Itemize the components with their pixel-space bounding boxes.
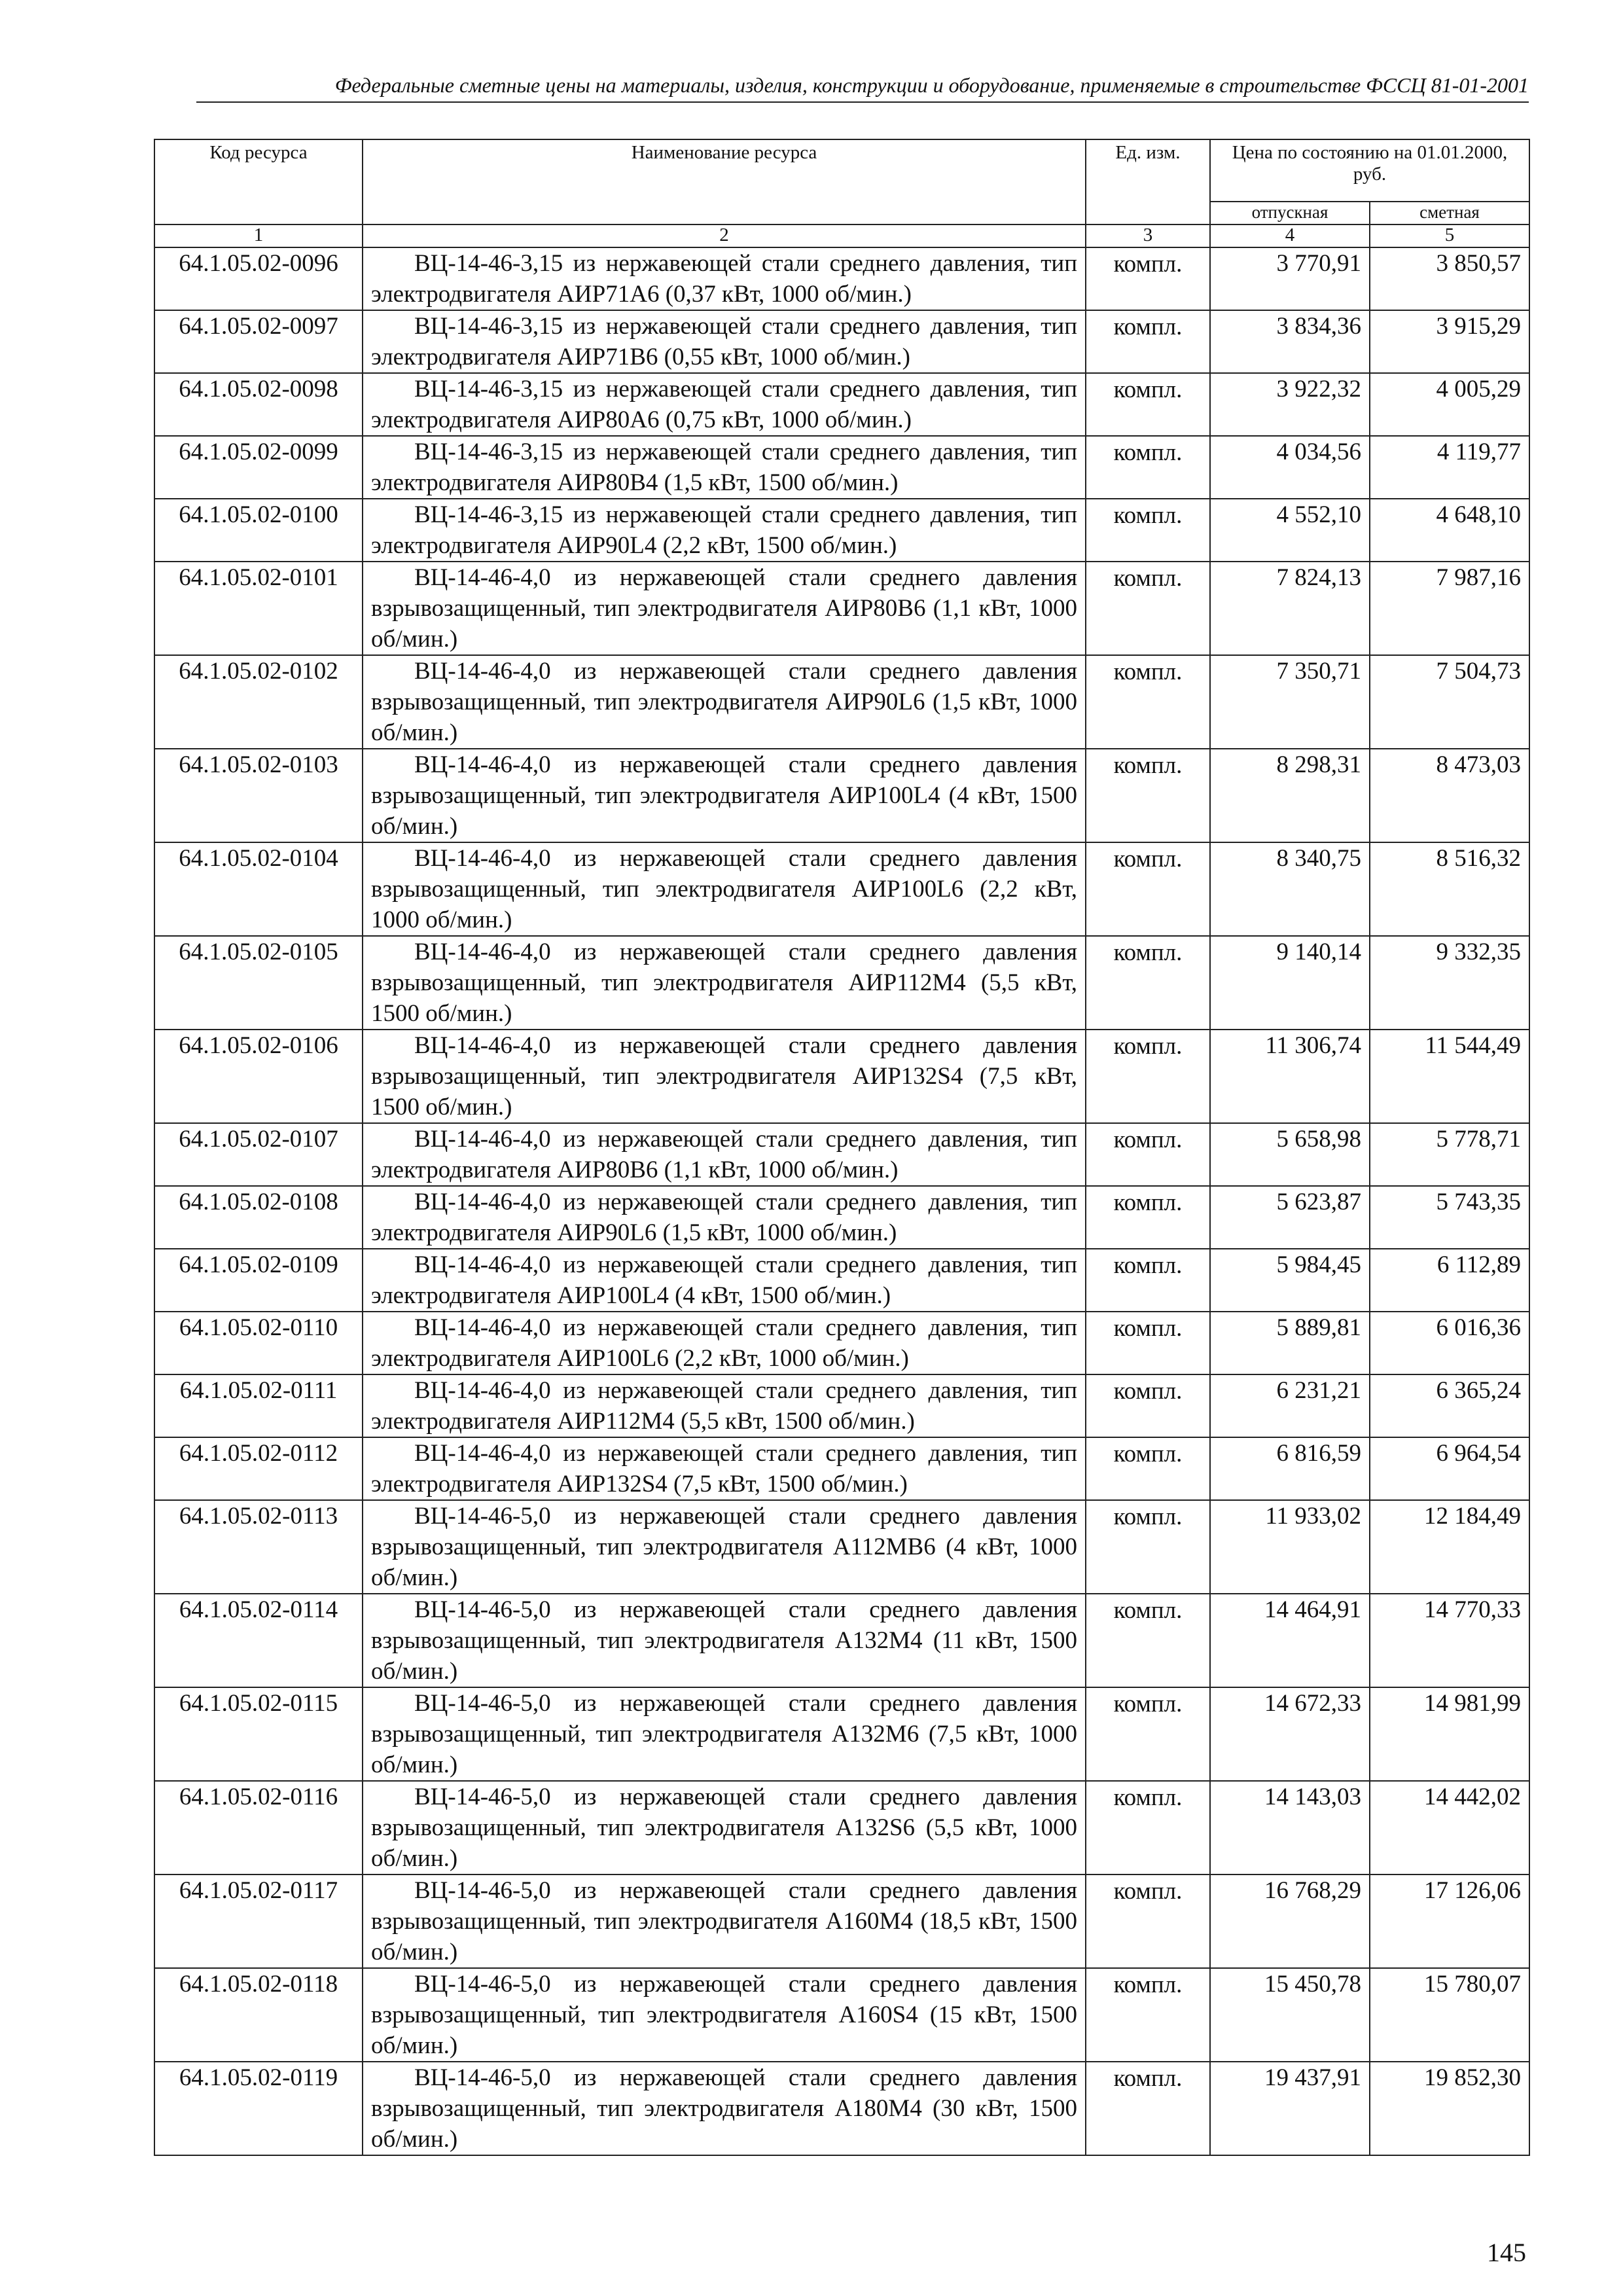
estimate-price: 9 332,35 [1370, 936, 1529, 1030]
estimate-price: 14 981,99 [1370, 1687, 1529, 1781]
estimate-price: 5 778,71 [1370, 1123, 1529, 1186]
table-row [154, 936, 1529, 1030]
table-row [154, 1312, 1529, 1374]
table-row [154, 842, 1529, 936]
table-row [154, 2062, 1529, 2155]
running-header: Федеральные сметные цены на материалы, изделия, конструкции и оборудование, применяемые в строительстве ФССЦ 81-01-2001 [196, 73, 1529, 103]
resource-code: 64.1.05.02-0118 [154, 1968, 363, 2062]
estimate-price: 14 770,33 [1370, 1594, 1529, 1687]
resource-name: ВЦ-14-46-4,0 из нержавеющей стали среднего давления, тип электродвигателя АИР132S4 (7,5 кВт, 1500 об/мин.) [363, 1437, 1086, 1500]
release-price: 6 231,21 [1210, 1374, 1370, 1437]
unit-of-measure: компл. [1086, 1374, 1210, 1437]
resource-code: 64.1.05.02-0107 [154, 1123, 363, 1186]
estimate-price: 6 964,54 [1370, 1437, 1529, 1500]
table-row [154, 1374, 1529, 1437]
unit-of-measure: компл. [1086, 2062, 1210, 2155]
resource-name: ВЦ-14-46-4,0 из нержавеющей стали среднего давления, тип электродвигателя АИР100L4 (4 кВт, 1500 об/мин.) [363, 1249, 1086, 1312]
unit-of-measure: компл. [1086, 247, 1210, 310]
unit-of-measure: компл. [1086, 1312, 1210, 1374]
estimate-price: 4 005,29 [1370, 373, 1529, 436]
release-price: 11 933,02 [1210, 1500, 1370, 1594]
release-price: 14 143,03 [1210, 1781, 1370, 1874]
release-price: 4 552,10 [1210, 499, 1370, 562]
table-row [154, 749, 1529, 842]
release-price: 6 816,59 [1210, 1437, 1370, 1500]
resource-code: 64.1.05.02-0108 [154, 1186, 363, 1249]
estimate-price: 8 516,32 [1370, 842, 1529, 936]
estimate-price: 5 743,35 [1370, 1186, 1529, 1249]
resource-code: 64.1.05.02-0102 [154, 655, 363, 749]
unit-of-measure: компл. [1086, 936, 1210, 1030]
unit-of-measure: компл. [1086, 842, 1210, 936]
resource-name: ВЦ-14-46-3,15 из нержавеющей стали среднего давления, тип электродвигателя АИР80В4 (1,5 кВт, 1500 об/мин.) [363, 436, 1086, 499]
resource-name: ВЦ-14-46-4,0 из нержавеющей стали среднего давления взрывозащищенный, тип электродвигателя АИР132S4 (7,5 кВт, 1500 об/мин.) [363, 1030, 1086, 1123]
unit-of-measure: компл. [1086, 1781, 1210, 1874]
column-number: 5 [1370, 224, 1529, 247]
resource-name: ВЦ-14-46-5,0 из нержавеющей стали среднего давления взрывозащищенный, тип электродвигателя А180М4 (30 кВт, 1500 об/мин.) [363, 2062, 1086, 2155]
unit-of-measure: компл. [1086, 1186, 1210, 1249]
table-row [154, 1249, 1529, 1312]
release-price: 3 770,91 [1210, 247, 1370, 310]
estimate-price: 6 365,24 [1370, 1374, 1529, 1437]
resource-name: ВЦ-14-46-5,0 из нержавеющей стали среднего давления взрывозащищенный, тип электродвигателя А160М4 (18,5 кВт, 1500 об/мин.) [363, 1874, 1086, 1968]
resource-code: 64.1.05.02-0100 [154, 499, 363, 562]
resource-code: 64.1.05.02-0114 [154, 1594, 363, 1687]
release-price: 7 824,13 [1210, 562, 1370, 655]
unit-of-measure: компл. [1086, 655, 1210, 749]
unit-of-measure: компл. [1086, 436, 1210, 499]
resource-code: 64.1.05.02-0101 [154, 562, 363, 655]
table-row [154, 1781, 1529, 1874]
resource-code: 64.1.05.02-0117 [154, 1874, 363, 1968]
resource-code: 64.1.05.02-0105 [154, 936, 363, 1030]
header-code: Код ресурса [154, 139, 363, 224]
resource-code: 64.1.05.02-0111 [154, 1374, 363, 1437]
estimate-price: 3 915,29 [1370, 310, 1529, 373]
release-price: 19 437,91 [1210, 2062, 1370, 2155]
release-price: 3 922,32 [1210, 373, 1370, 436]
resource-code: 64.1.05.02-0115 [154, 1687, 363, 1781]
table-row [154, 1687, 1529, 1781]
estimate-price: 19 852,30 [1370, 2062, 1529, 2155]
header-estimate-price: сметная [1370, 202, 1529, 224]
table-row [154, 436, 1529, 499]
unit-of-measure: компл. [1086, 1030, 1210, 1123]
release-price: 9 140,14 [1210, 936, 1370, 1030]
table-row [154, 1437, 1529, 1500]
unit-of-measure: компл. [1086, 1123, 1210, 1186]
column-number: 2 [363, 224, 1086, 247]
release-price: 4 034,56 [1210, 436, 1370, 499]
table-row [154, 562, 1529, 655]
unit-of-measure: компл. [1086, 1874, 1210, 1968]
estimate-price: 11 544,49 [1370, 1030, 1529, 1123]
unit-of-measure: компл. [1086, 373, 1210, 436]
resource-code: 64.1.05.02-0104 [154, 842, 363, 936]
resource-code: 64.1.05.02-0106 [154, 1030, 363, 1123]
estimate-price: 8 473,03 [1370, 749, 1529, 842]
table-row [154, 1030, 1529, 1123]
resource-name: ВЦ-14-46-4,0 из нержавеющей стали среднего давления, тип электродвигателя АИР80В6 (1,1 кВт, 1000 об/мин.) [363, 1123, 1086, 1186]
resource-name: ВЦ-14-46-3,15 из нержавеющей стали среднего давления, тип электродвигателя АИР90L4 (2,2 кВт, 1500 об/мин.) [363, 499, 1086, 562]
release-price: 7 350,71 [1210, 655, 1370, 749]
resource-name: ВЦ-14-46-4,0 из нержавеющей стали среднего давления взрывозащищенный, тип электродвигателя АИР80В6 (1,1 кВт, 1000 об/мин.) [363, 562, 1086, 655]
resource-code: 64.1.05.02-0113 [154, 1500, 363, 1594]
resource-code: 64.1.05.02-0110 [154, 1312, 363, 1374]
resource-name: ВЦ-14-46-5,0 из нержавеющей стали среднего давления взрывозащищенный, тип электродвигателя А112МВ6 (4 кВт, 1000 об/мин.) [363, 1500, 1086, 1594]
resource-code: 64.1.05.02-0103 [154, 749, 363, 842]
release-price: 3 834,36 [1210, 310, 1370, 373]
estimate-price: 15 780,07 [1370, 1968, 1529, 2062]
column-number-row [154, 224, 1529, 247]
resource-code: 64.1.05.02-0109 [154, 1249, 363, 1312]
header-release-price: отпускная [1210, 202, 1370, 224]
release-price: 11 306,74 [1210, 1030, 1370, 1123]
estimate-price: 6 016,36 [1370, 1312, 1529, 1374]
header-price: Цена по состоянию на 01.01.2000, руб. [1210, 139, 1529, 202]
resource-name: ВЦ-14-46-4,0 из нержавеющей стали среднего давления, тип электродвигателя АИР90L6 (1,5 кВт, 1000 об/мин.) [363, 1186, 1086, 1249]
table-row [154, 1968, 1529, 2062]
resource-name: ВЦ-14-46-3,15 из нержавеющей стали среднего давления, тип электродвигателя АИР80А6 (0,75 кВт, 1000 об/мин.) [363, 373, 1086, 436]
table-row [154, 310, 1529, 373]
resource-code: 64.1.05.02-0096 [154, 247, 363, 310]
estimate-price: 17 126,06 [1370, 1874, 1529, 1968]
page-number: 145 [1487, 2238, 1526, 2267]
header-unit: Ед. изм. [1086, 139, 1210, 224]
resource-code: 64.1.05.02-0112 [154, 1437, 363, 1500]
estimate-price: 7 987,16 [1370, 562, 1529, 655]
resource-code: 64.1.05.02-0099 [154, 436, 363, 499]
resource-name: ВЦ-14-46-5,0 из нержавеющей стали среднего давления взрывозащищенный, тип электродвигателя А132М6 (7,5 кВт, 1000 об/мин.) [363, 1687, 1086, 1781]
header-name: Наименование ресурса [363, 139, 1086, 224]
release-price: 5 658,98 [1210, 1123, 1370, 1186]
table-row [154, 1594, 1529, 1687]
table-row [154, 1500, 1529, 1594]
estimate-price: 4 648,10 [1370, 499, 1529, 562]
column-number: 1 [154, 224, 363, 247]
unit-of-measure: компл. [1086, 499, 1210, 562]
release-price: 14 672,33 [1210, 1687, 1370, 1781]
resource-name: ВЦ-14-46-4,0 из нержавеющей стали среднего давления взрывозащищенный, тип электродвигателя АИР100L4 (4 кВт, 1500 об/мин.) [363, 749, 1086, 842]
resource-code: 64.1.05.02-0116 [154, 1781, 363, 1874]
release-price: 8 298,31 [1210, 749, 1370, 842]
release-price: 15 450,78 [1210, 1968, 1370, 2062]
unit-of-measure: компл. [1086, 1594, 1210, 1687]
table-row [154, 373, 1529, 436]
release-price: 5 623,87 [1210, 1186, 1370, 1249]
unit-of-measure: компл. [1086, 1968, 1210, 2062]
resource-name: ВЦ-14-46-4,0 из нержавеющей стали среднего давления взрывозащищенный, тип электродвигателя АИР112М4 (5,5 кВт, 1500 об/мин.) [363, 936, 1086, 1030]
table-row [154, 247, 1529, 310]
unit-of-measure: компл. [1086, 749, 1210, 842]
release-price: 5 984,45 [1210, 1249, 1370, 1312]
table-row [154, 1123, 1529, 1186]
release-price: 14 464,91 [1210, 1594, 1370, 1687]
estimate-price: 3 850,57 [1370, 247, 1529, 310]
unit-of-measure: компл. [1086, 1500, 1210, 1594]
price-table [154, 139, 1530, 2156]
unit-of-measure: компл. [1086, 1249, 1210, 1312]
resource-name: ВЦ-14-46-3,15 из нержавеющей стали среднего давления, тип электродвигателя АИР71А6 (0,37 кВт, 1000 об/мин.) [363, 247, 1086, 310]
resource-name: ВЦ-14-46-4,0 из нержавеющей стали среднего давления, тип электродвигателя АИР100L6 (2,2 кВт, 1000 об/мин.) [363, 1312, 1086, 1374]
estimate-price: 14 442,02 [1370, 1781, 1529, 1874]
resource-name: ВЦ-14-46-5,0 из нержавеющей стали среднего давления взрывозащищенный, тип электродвигателя А132М4 (11 кВт, 1500 об/мин.) [363, 1594, 1086, 1687]
unit-of-measure: компл. [1086, 562, 1210, 655]
resource-name: ВЦ-14-46-5,0 из нержавеющей стали среднего давления взрывозащищенный, тип электродвигателя А160S4 (15 кВт, 1500 об/мин.) [363, 1968, 1086, 2062]
estimate-price: 12 184,49 [1370, 1500, 1529, 1594]
resource-name: ВЦ-14-46-3,15 из нержавеющей стали среднего давления, тип электродвигателя АИР71В6 (0,55 кВт, 1000 об/мин.) [363, 310, 1086, 373]
resource-code: 64.1.05.02-0119 [154, 2062, 363, 2155]
table-row [154, 1186, 1529, 1249]
resource-name: ВЦ-14-46-4,0 из нержавеющей стали среднего давления взрывозащищенный, тип электродвигателя АИР90L6 (1,5 кВт, 1000 об/мин.) [363, 655, 1086, 749]
resource-name: ВЦ-14-46-4,0 из нержавеющей стали среднего давления взрывозащищенный, тип электродвигателя АИР100L6 (2,2 кВт, 1000 об/мин.) [363, 842, 1086, 936]
release-price: 5 889,81 [1210, 1312, 1370, 1374]
release-price: 16 768,29 [1210, 1874, 1370, 1968]
estimate-price: 6 112,89 [1370, 1249, 1529, 1312]
unit-of-measure: компл. [1086, 310, 1210, 373]
estimate-price: 7 504,73 [1370, 655, 1529, 749]
resource-name: ВЦ-14-46-4,0 из нержавеющей стали среднего давления, тип электродвигателя АИР112М4 (5,5 кВт, 1500 об/мин.) [363, 1374, 1086, 1437]
resource-code: 64.1.05.02-0098 [154, 373, 363, 436]
table-row [154, 1874, 1529, 1968]
resource-name: ВЦ-14-46-5,0 из нержавеющей стали среднего давления взрывозащищенный, тип электродвигателя А132S6 (5,5 кВт, 1000 об/мин.) [363, 1781, 1086, 1874]
column-number: 3 [1086, 224, 1210, 247]
unit-of-measure: компл. [1086, 1687, 1210, 1781]
estimate-price: 4 119,77 [1370, 436, 1529, 499]
resource-code: 64.1.05.02-0097 [154, 310, 363, 373]
release-price: 8 340,75 [1210, 842, 1370, 936]
unit-of-measure: компл. [1086, 1437, 1210, 1500]
table-row [154, 499, 1529, 562]
column-number: 4 [1210, 224, 1370, 247]
table-row [154, 655, 1529, 749]
